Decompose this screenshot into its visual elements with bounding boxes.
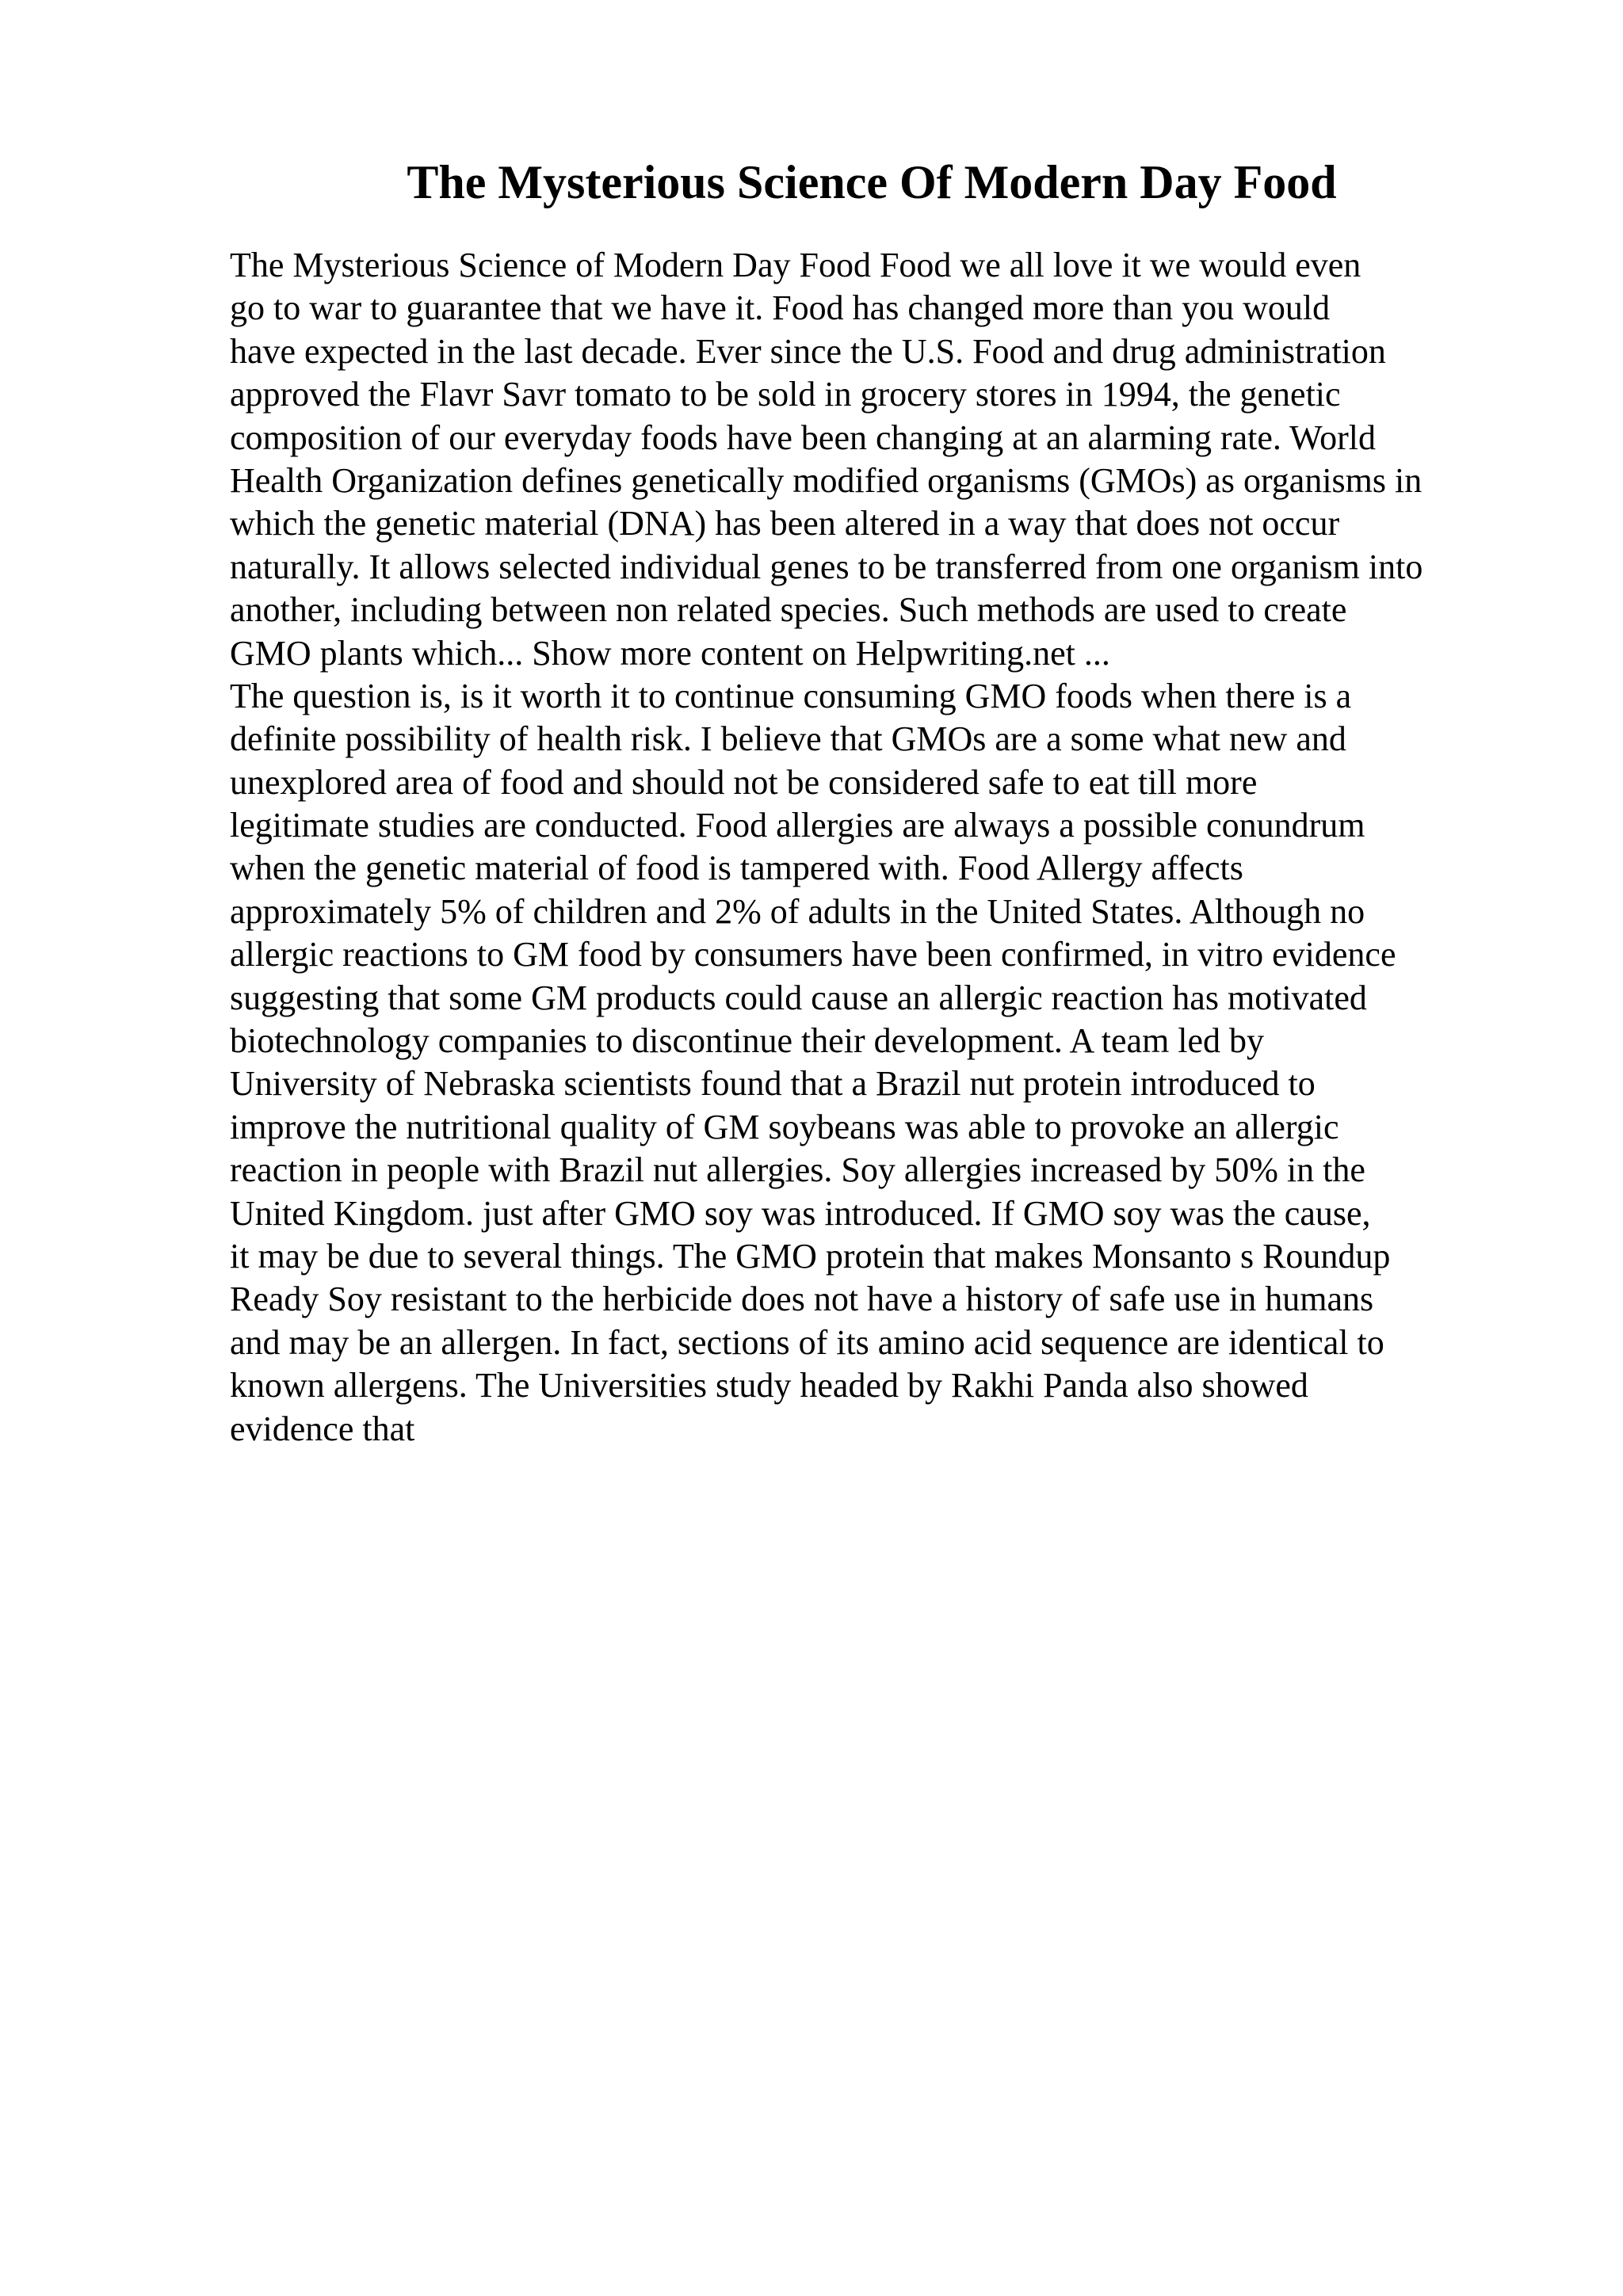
body-line: allergic reactions to GM food by consumers have been confirmed, in vitro evidence: [230, 935, 1396, 974]
body-line: United Kingdom. just after GMO soy was introduced. If GMO soy was the cause,: [230, 1193, 1371, 1233]
body-line: approved the Flavr Savr tomato to be sold in grocery stores in 1994, the genetic: [230, 375, 1341, 414]
body-line: and may be an allergen. In fact, sections of its amino acid sequence are identical to: [230, 1322, 1384, 1362]
body-line: biotechnology companies to discontinue their development. A team led by: [230, 1021, 1265, 1061]
body-line: have expected in the last decade. Ever since the U.S. Food and drug administration: [230, 331, 1386, 371]
body-line: The question is, is it worth it to continue consuming GMO foods when there is a: [230, 676, 1352, 715]
body-line: it may be due to several things. The GMO protein that makes Monsanto s Roundup: [230, 1236, 1391, 1276]
body-line: Ready Soy resistant to the herbicide does not have a history of safe use in humans: [230, 1280, 1374, 1319]
document-body: [230, 244, 1514, 1451]
body-line: University of Nebraska scientists found that a Brazil nut protein introduced to: [230, 1064, 1316, 1104]
body-line: legitimate studies are conducted. Food allergies are always a possible conundrum: [230, 806, 1365, 845]
body-line: another, including between non related species. Such methods are used to create: [230, 590, 1347, 630]
body-line: composition of our everyday foods have been changing at an alarming rate. World: [230, 418, 1376, 457]
document-title: The Mysterious Science Of Modern Day Food: [407, 156, 1337, 208]
body-line: suggesting that some GM products could cause an allergic reaction has motivated: [230, 978, 1367, 1017]
body-line: naturally. It allows selected individual genes to be transferred from one organism into: [230, 547, 1423, 586]
body-line: unexplored area of food and should not be considered safe to eat till more: [230, 762, 1258, 802]
body-line: Health Organization defines genetically modified organisms (GMOs) as organisms in: [230, 460, 1423, 500]
body-line: GMO plants which... Show more content on Helpwriting.net ...: [230, 633, 1110, 673]
body-line: definite possibility of health risk. I believe that GMOs are a some what new and: [230, 719, 1346, 759]
body-line: improve the nutritional quality of GM soybeans was able to provoke an allergic: [230, 1107, 1339, 1146]
body-line: reaction in people with Brazil nut allergies. Soy allergies increased by 50% in the: [230, 1150, 1365, 1190]
body-line: which the genetic material (DNA) has been altered in a way that does not occur: [230, 504, 1340, 543]
body-line: The Mysterious Science of Modern Day Food Food we all love it we would even: [230, 246, 1361, 284]
body-line: approximately 5% of children and 2% of adults in the United States. Although no: [230, 891, 1365, 931]
body-line: go to war to guarantee that we have it. Food has changed more than you would: [230, 288, 1331, 328]
body-line: evidence that: [230, 1409, 415, 1448]
body-line: when the genetic material of food is tampered with. Food Allergy affects: [230, 849, 1243, 888]
body-line: known allergens. The Universities study headed by Rakhi Panda also showed: [230, 1366, 1308, 1405]
